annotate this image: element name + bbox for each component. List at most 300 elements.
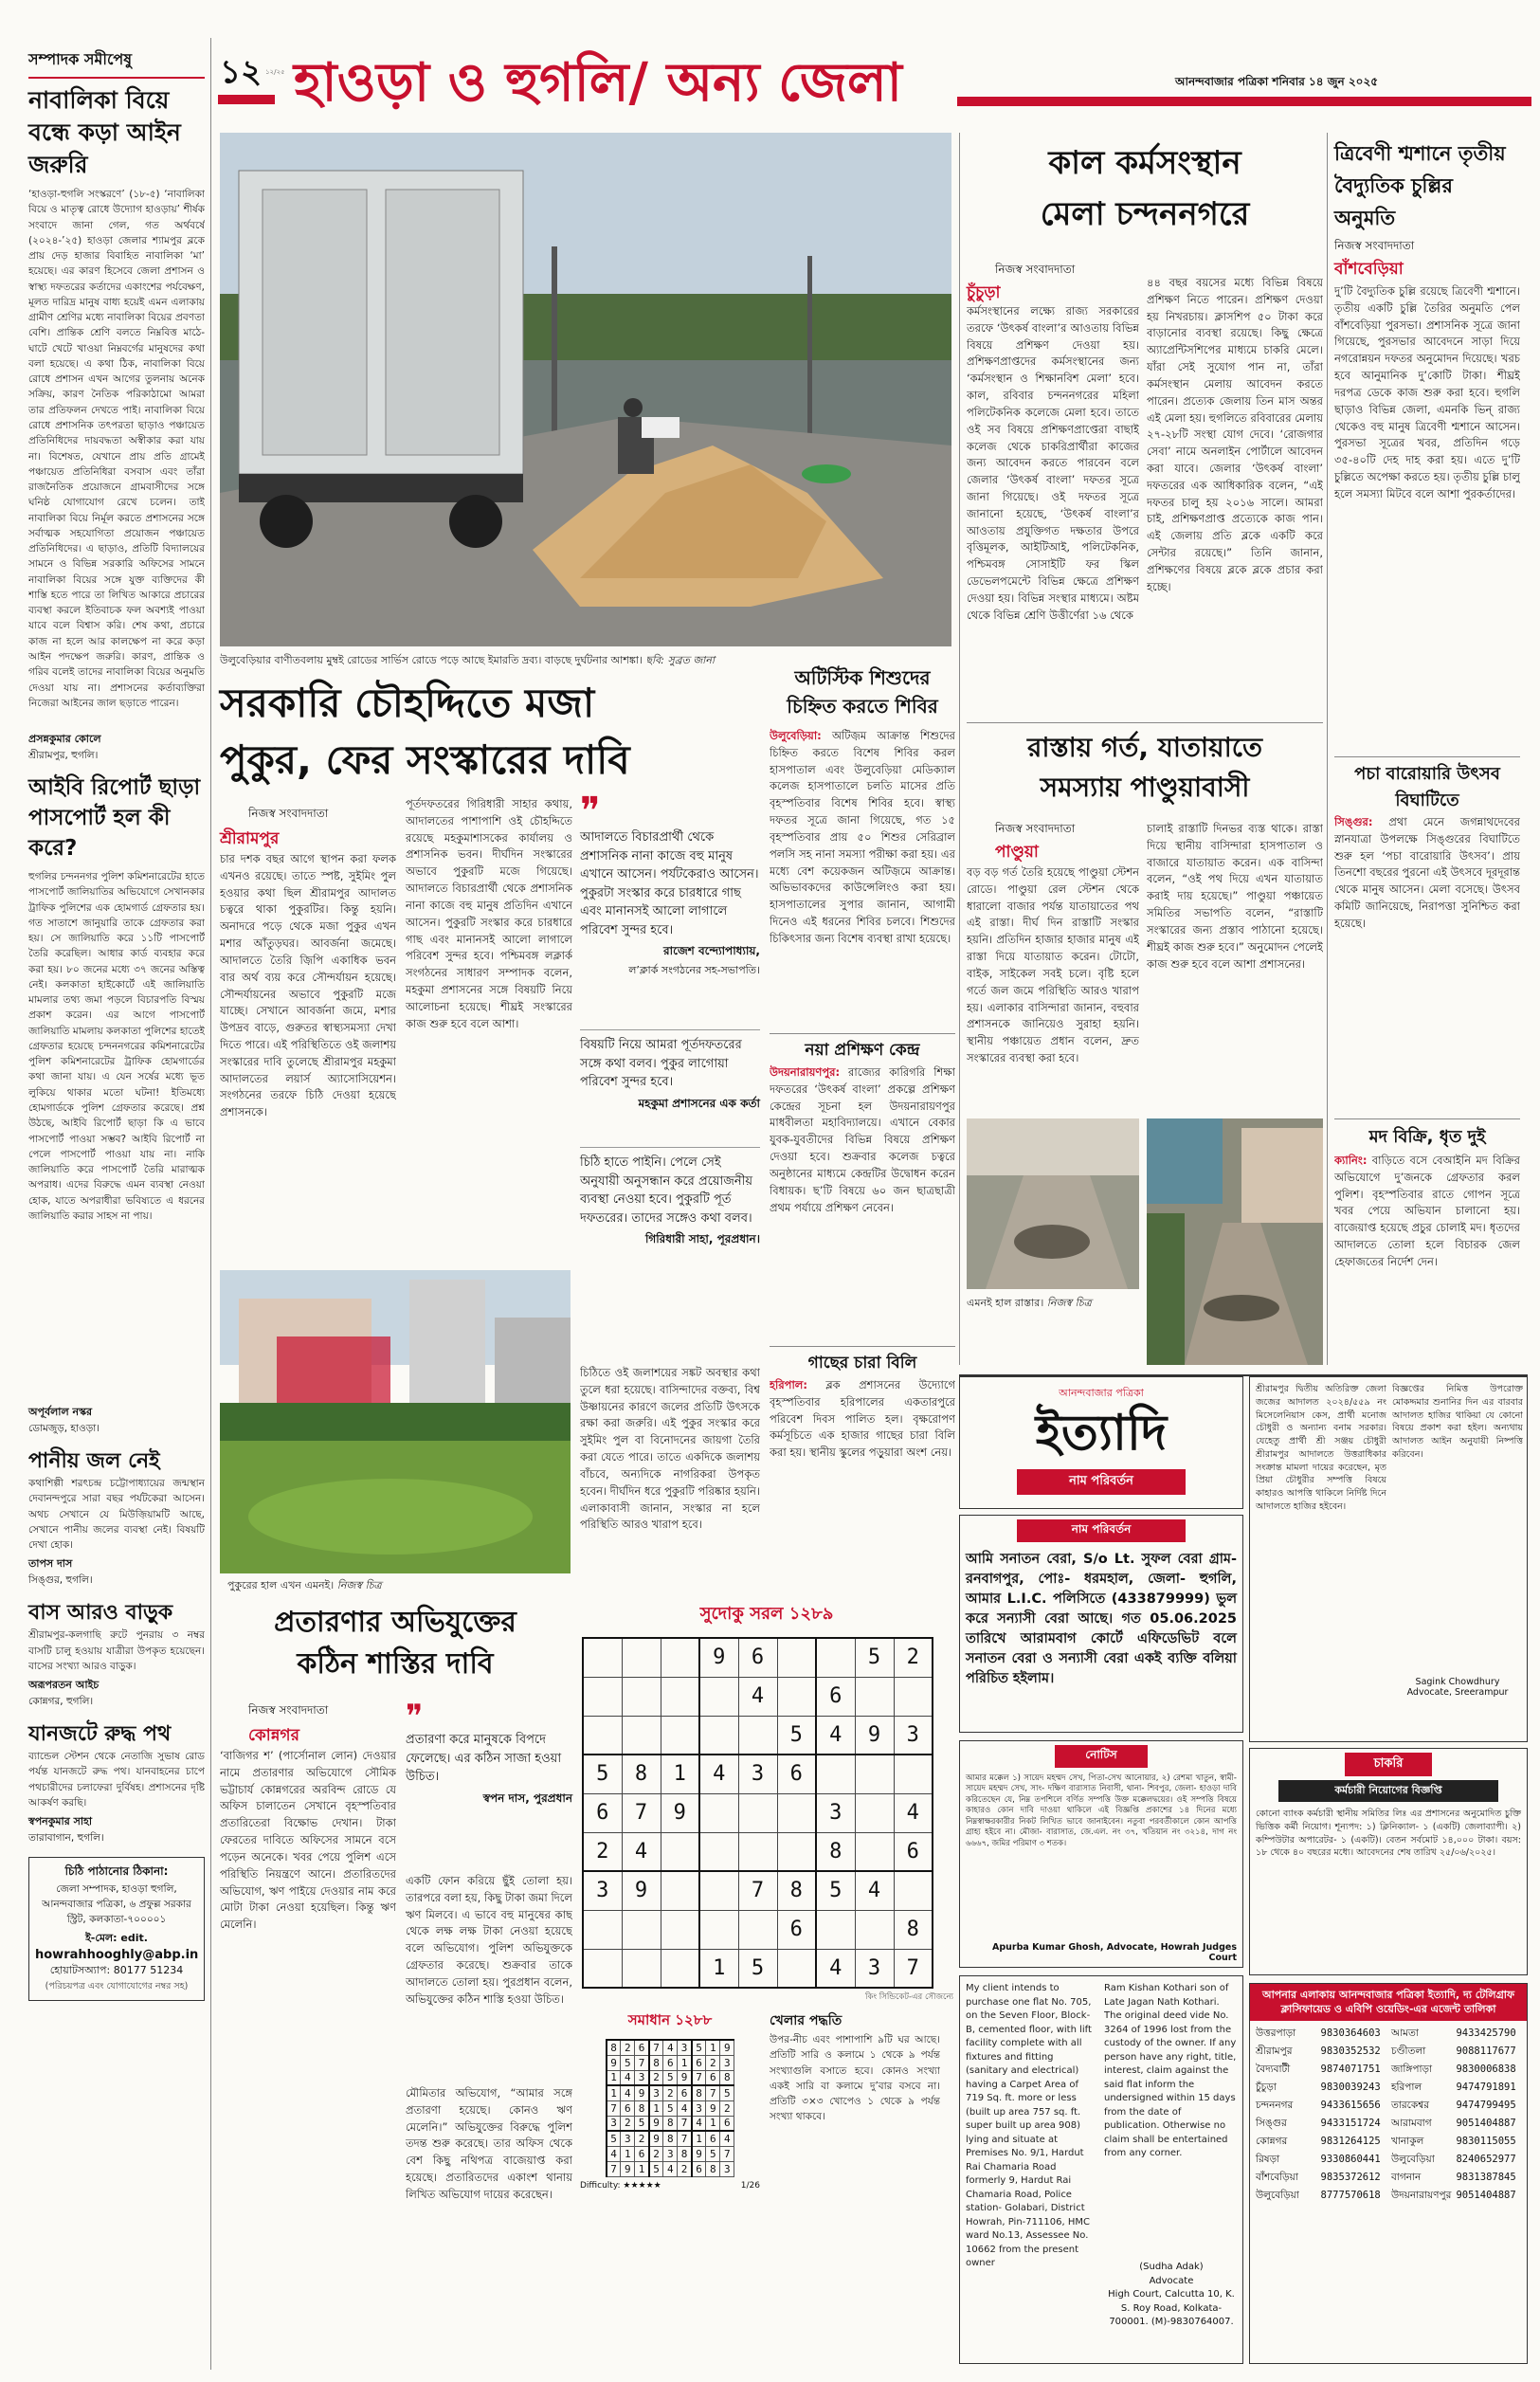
solution-cell: 6 — [635, 2146, 649, 2161]
sudoku-cell[interactable] — [777, 1793, 816, 1832]
solution-cell: 4 — [663, 2040, 678, 2055]
agent-row — [1256, 2097, 1521, 2115]
agent-phone[interactable]: 9433615656 — [1320, 2099, 1381, 2111]
pond-quote-2-block — [580, 1029, 760, 1115]
sudoku-cell[interactable] — [699, 1910, 738, 1949]
agent-phone[interactable]: 9051404887 — [1456, 2189, 1516, 2201]
lead-photo-caption: উলুবেড়িয়ার বাণীতবলায় মুম্বই রোডের সার্ভিস রোডে পড়ে আছে ইমারতি দ্রব্য। বাড়ছে দুর্ঘটনার আশঙ্কা। — [220, 654, 643, 666]
sudoku-cell[interactable]: 1 — [661, 1755, 699, 1793]
sudoku-cell[interactable]: 8 — [777, 1871, 816, 1910]
solution-row — [607, 2070, 734, 2085]
sudoku-title: সুদোকু সরল ১২৮৯ — [699, 1604, 834, 1624]
pond-quote-2-by: মহকুমা প্রশাসনের এক কর্তা — [638, 1096, 760, 1110]
sudoku-cell[interactable]: 9 — [699, 1638, 738, 1677]
solution-cell: 1 — [706, 2040, 720, 2055]
name-change-box-title: নাম পরিবর্তন — [1017, 1519, 1186, 1542]
sudoku-cell[interactable]: 5 — [738, 1949, 777, 1988]
sudoku-cell[interactable] — [855, 1832, 894, 1871]
pothole-photo-2-image — [967, 1118, 1139, 1289]
sudoku-cell[interactable] — [699, 1871, 738, 1910]
tree-story — [770, 1346, 955, 1589]
solution-cell: 3 — [607, 2116, 621, 2131]
solution-cell: 7 — [607, 2100, 621, 2116]
agent-phone[interactable]: 9433425790 — [1456, 2027, 1516, 2039]
agent-phone[interactable]: 9830039243 — [1320, 2081, 1381, 2093]
letter-2-signature: অপূর্বলাল নস্কর — [28, 1406, 93, 1418]
sudoku-cell[interactable] — [894, 1677, 933, 1716]
sudoku-cell[interactable] — [855, 1755, 894, 1793]
sudoku-cell[interactable]: 6 — [738, 1638, 777, 1677]
solution-cell: 1 — [607, 2070, 621, 2085]
address-email[interactable]: howrahhooghly@abp.in — [35, 1948, 199, 1963]
english-sign-addr: High Court, Calcutta 10, K. S. Roy Road, Kolkata-700001. (M)-9830764007. — [1108, 2289, 1235, 2327]
solution-cell: 7 — [706, 2085, 720, 2100]
sudoku-cell[interactable] — [777, 1832, 816, 1871]
agent-area: বৈদ্যবাটী — [1256, 2063, 1291, 2075]
sudoku-rules-title: খেলার পদ্ধতি — [770, 2013, 842, 2028]
solution-cell: 8 — [649, 2055, 663, 2070]
masthead — [0, 28, 1540, 123]
sudoku-cell[interactable] — [661, 1638, 699, 1677]
sudoku-rules — [770, 2009, 940, 2191]
pothole-column-2: চালাই রাস্তাটি দিনভর ব্যস্ত থাকে। রাস্তা দিয়ে স্থানীয় বাসিন্দারা হাসপাতাল ও বাজারে যাতায়াত করেন। এক বাসিন্দা বলেন, “ওই পথ দিয়ে এখন যাতায়াত করাই দায় হয়েছে।” পাণ্ডুয়া পঞ্চায়েত সমিতির সভাপতি বলেন, “রাস্তাটি সংস্কারের জন্য প্রস্তাব পাঠানো হয়েছে। শীঘ্রই কাজ শুরু হবে।” অনুমোদন পেলেই কাজ শুরু হবে বলে আশা প্রশাসনের। — [1147, 822, 1323, 971]
sudoku-cell[interactable] — [661, 1677, 699, 1716]
sudoku-cell[interactable] — [622, 1638, 661, 1677]
sudoku-cell[interactable]: 7 — [738, 1871, 777, 1910]
agent-area: উদয়নারায়ণপুর — [1390, 2189, 1452, 2201]
sudoku-cell[interactable]: 4 — [894, 1793, 933, 1832]
sudoku-cell[interactable] — [738, 1910, 777, 1949]
sudoku-cell[interactable]: 4 — [738, 1677, 777, 1716]
sudoku-cell[interactable] — [583, 1949, 622, 1988]
agent-phone[interactable]: 9330860441 — [1320, 2153, 1381, 2165]
page-tag: ১২/২৫ — [265, 68, 285, 76]
sudoku-cell[interactable] — [622, 1677, 661, 1716]
name-change-box — [959, 1515, 1243, 1733]
solution-cell: 2 — [635, 2131, 649, 2146]
solution-cell: 8 — [706, 2161, 720, 2176]
sudoku-solution-title: সমাধান ১২৮৮ — [627, 2011, 713, 2028]
solution-cell: 9 — [720, 2040, 734, 2055]
solution-cell: 8 — [663, 2131, 678, 2146]
sudoku-cell[interactable] — [816, 1910, 855, 1949]
pond-dateline: শ্রীরামপুর — [220, 829, 280, 848]
agent-phone[interactable]: 9088117677 — [1456, 2045, 1516, 2057]
fair-story — [967, 137, 1323, 240]
truck — [239, 171, 523, 548]
sudoku-cell[interactable] — [699, 1677, 738, 1716]
letter-4-body: শ্রীরামপুর-কলগাছি রুটে পুনরায় ৩ নম্বর বাসটি চালু হওয়ায় যাত্রীরা উপকৃত হয়েছেন। বাসের সংখ্যা আরও বাড়ুক। — [28, 1629, 205, 1672]
sudoku-cell[interactable]: 3 — [894, 1716, 933, 1755]
english-sign-role: Advocate — [1149, 2275, 1194, 2286]
letter-1-signature: প্রসন্নকুমার কোলে — [28, 733, 101, 745]
pond-photo-caption: পুকুরের হাল এখন এমনই। — [227, 1579, 335, 1591]
sudoku-cell[interactable] — [855, 1793, 894, 1832]
sudoku-cell[interactable] — [661, 1910, 699, 1949]
ityadi-section-name-change: নাম পরিবর্তন — [1017, 1469, 1186, 1495]
sudoku-cell[interactable] — [855, 1910, 894, 1949]
sudoku-cell[interactable]: 3 — [816, 1793, 855, 1832]
agent-row — [1256, 2133, 1521, 2151]
sudoku-cell[interactable]: 8 — [816, 1832, 855, 1871]
sudoku-cell[interactable] — [661, 1949, 699, 1988]
pothole-headline-line-2: সমস্যায় পাণ্ডুয়াবাসী — [1040, 772, 1250, 803]
solution-cell: 2 — [649, 2146, 663, 2161]
solution-cell: 1 — [692, 2131, 706, 2146]
sudoku-cell[interactable] — [583, 1677, 622, 1716]
solution-cell: 8 — [635, 2100, 649, 2116]
letter-2-headline: আইবি রিপোর্ট ছাড়া পাসপোর্ট হল কী করে? — [28, 775, 201, 861]
sudoku-cell[interactable]: 6 — [816, 1677, 855, 1716]
solution-cell: 5 — [720, 2085, 734, 2100]
pond-quote-mark-1: ❞ — [580, 790, 601, 833]
solution-cell: 8 — [692, 2085, 706, 2100]
sudoku-cell[interactable]: 3 — [583, 1871, 622, 1910]
agent-phone[interactable]: 9831264125 — [1320, 2135, 1381, 2147]
address-email-label: ই-মেল: edit. — [85, 1932, 148, 1945]
solution-row — [607, 2146, 734, 2161]
solution-cell: 2 — [720, 2100, 734, 2116]
solution-cell: 4 — [621, 2070, 635, 2085]
letter-5-headline: যানজটে রুদ্ধ পথ — [28, 1722, 172, 1747]
agent-area: খানাকুল — [1390, 2135, 1424, 2147]
court-notice-col-2: বিজ্ঞপ্তের নিমিত্ত উপরোক্ত মোকদ্দমার শুনানির দিন এর বারবার আদালত হাজির থাকিয়া যে কোনো বিষয়ে প্রকাশ করা হইল। অন্যথায় আদালত আইন অনুযায়ী নিষ্পত্তি করিবেন। — [1392, 1384, 1523, 1460]
solution-cell: 3 — [663, 2146, 678, 2161]
letter-5-body: ব্যান্ডেল স্টেশন থেকে নেতাজি সুভাষ রোড পর্যন্ত যানজটে রুদ্ধ পথ। যানবাহনের চাপে পথচারীদের চলাফেরা দুর্বিষহ। প্রশাসনের দৃষ্টি আকর্ষণ করছি। — [28, 1751, 205, 1809]
sudoku-cell[interactable] — [777, 1949, 816, 1988]
sudoku-cell[interactable]: 7 — [894, 1949, 933, 1988]
solution-cell: 8 — [607, 2040, 621, 2055]
agent-phone[interactable]: 9830115055 — [1456, 2135, 1516, 2147]
sudoku-row — [583, 1638, 933, 1677]
agent-area: শ্রীরামপুর — [1256, 2045, 1293, 2057]
pothole-photo-2 — [967, 1118, 1139, 1289]
solution-cell: 6 — [720, 2116, 734, 2131]
solution-cell: 1 — [706, 2116, 720, 2131]
solution-cell: 5 — [607, 2131, 621, 2146]
solution-cell: 6 — [706, 2131, 720, 2146]
sudoku-row — [583, 1949, 933, 1988]
agent-row — [1256, 2079, 1521, 2097]
crem-headline: ত্রিবেণী শ্মশানে তৃতীয় বৈদ্যুতিক চুল্লির অনুমতি — [1334, 142, 1506, 229]
sudoku-cell[interactable] — [622, 1716, 661, 1755]
solution-row — [607, 2055, 734, 2070]
sudoku-cell[interactable] — [699, 1716, 738, 1755]
sudoku-cell[interactable] — [894, 1755, 933, 1793]
durga-body: প্রথা মেনে জগন্নাথদেবের স্নানযাত্রা উপলক্ষে সিঙ্গুরের বিঘাটিতে শুরু হল ‘পচা বারোয়ারি উৎসব’। প্রায় তিনশো বছরের পুরনো এই উৎসবে দূরদূরান্ত থেকে মানুষ আসেন। মেলা বসেছে। উৎসব কমিটি জানিয়েছে, নিরাপত্তা সুনিশ্চিত করা হয়েছে। — [1334, 815, 1520, 930]
solution-cell: 6 — [663, 2055, 678, 2070]
solution-row — [607, 2131, 734, 2146]
solution-cell: 3 — [649, 2085, 663, 2100]
tree-headline: গাছের চারা বিলি — [770, 1346, 955, 1377]
agent-area: আরামবাগ — [1390, 2117, 1432, 2129]
solution-row — [607, 2085, 734, 2100]
solution-cell: 6 — [635, 2040, 649, 2055]
name-change-box-body: আমি সনাতন বেরা, S/o Lt. সুফল বেরা গ্রাম- রনবাগপুর, পোঃ- ধরমহাল, জেলা- হুগলি, আমার L.I.C. পলিসিতে (433879999) ভুল করে সন্যাসী বেরা আছে। গত 05.06.2025 তারিখে আরামবাগ কোর্টে এফিডেভিট বলে সনাতন বেরা ও সন্যাসী বেরা একই ব্যক্তি বলিয়া পরিচিত হইলাম। — [966, 1552, 1237, 1687]
agent-row — [1256, 2187, 1521, 2205]
sudoku-cell[interactable] — [583, 1638, 622, 1677]
pond-photo-credit: নিজস্ব চিত্র — [336, 1579, 382, 1591]
sudoku-rules-body: উপর-নীচ এবং পাশাপাশি ৯টি ঘর আছে। প্রতিটি সারি ও কলামে ১ থেকে ৯ পর্যন্ত সংখ্যাগুলি বসাতে হবে। কোনও সংখ্যা একই সারি বা কলামে দু’বার বসবে না। প্রতিটি ৩×৩ খোপেও ১ থেকে ৯ পর্যন্ত সংখ্যা থাকবে। — [770, 2034, 940, 2123]
sudoku-cell[interactable] — [738, 1832, 777, 1871]
solution-cell: 5 — [692, 2040, 706, 2055]
crem-body: দু’টি বৈদ্যুতিক চুল্লি রয়েছে ত্রিবেণী শ্মশানে। তৃতীয় একটি চুল্লি তৈরির অনুমতি পেল বাঁশবেড়িয়া পুরসভা। প্রশাসনিক সূত্রে জানা গিয়েছে, পুরসভার আবেদনে সাড়া দিয়ে নগরোন্নয়ন দফতর অনুমোদন দিয়েছে। খরচ হবে আনুমানিক দু’কোটি টাকা। শীঘ্রই দরপত্র ডেকে কাজ শুরু করা হবে। হুগলি ছাড়াও বিভিন্ন জেলা, এমনকি ভিন্ রাজ্য থেকেও বহু মানুষ ত্রিবেণী শ্মশানে আসেন। পুরসভা সূত্রের খবর, প্রতিদিন গড়ে ৩৫-৪০টি দেহ দাহ করা হয়। এতে দু’টি চুল্লিতে অপেক্ষা করতে হয়। তৃতীয় চুল্লি চালু হলে সমস্যা মিটবে বলে আশা পুরকর্তাদের। — [1334, 284, 1520, 500]
agent-area: আমতা — [1390, 2027, 1419, 2039]
solution-row — [607, 2161, 734, 2176]
solution-row — [607, 2100, 734, 2116]
sudoku-cell[interactable]: 7 — [622, 1793, 661, 1832]
solution-cell: 9 — [649, 2131, 663, 2146]
agent-phone[interactable]: 8777570618 — [1320, 2189, 1381, 2201]
sudoku-cell[interactable] — [699, 1793, 738, 1832]
masthead-left-bar — [218, 95, 275, 104]
address-whatsapp: হোয়াটসঅ্যাপ: 80177 51234 — [49, 1964, 184, 1977]
jobs-box — [1249, 1748, 1528, 1975]
agent-area: চণ্ডীতলা — [1390, 2045, 1426, 2057]
sudoku-cell[interactable]: 6 — [583, 1793, 622, 1832]
address-title: চিঠি পাঠানোর ঠিকানা: — [64, 1864, 169, 1879]
sudoku-cell[interactable] — [816, 1638, 855, 1677]
ityadi-kicker: আনন্দবাজার পত্রিকা — [1059, 1387, 1144, 1399]
address-body: জেলা সম্পাদক, হাওড়া হুগলি, আনন্দবাজার পত্রিকা, ৬ প্রফুল্ল সরকার স্ট্রিট, কলকাতা-৭০০০০১ — [42, 1883, 191, 1925]
sudoku-cell[interactable]: 5 — [855, 1638, 894, 1677]
sudoku-cell[interactable] — [777, 1677, 816, 1716]
autism-body: অটিজ়ম আক্রান্ত শিশুদের চিহ্নিত করতে বিশেষ শিবির করল হাসপাতাল এবং উলুবেড়িয়া মেডিক্যাল কলেজ হাসপাতালে চলতি মাসের প্রতি বৃহস্পতিবার বিশেষ শিবির হবে। স্বাস্থ্য দফতর সূত্রে জানা গিয়েছে, গত ১৫ বৃহস্পতিবার প্রায় ৫০ শিশুর সেরিব্রাল পলসি সহ নানা সমস্যা পরীক্ষা করা হয়। এর মধ্যে বেশ কয়েকজন অটিজ়মে আক্রান্ত। অভিভাবকদের কাউন্সেলিংও করা হয়। হাসপাতালের সুপার জানান, আগামী দিনেও এই ধরনের শিবির চলবে। শিশুদের চিকিৎসার জন্য বিশেষ ব্যবস্থা রাখা হয়েছে। — [770, 729, 955, 945]
sudoku-cell[interactable]: 6 — [777, 1755, 816, 1793]
solution-cell: 5 — [706, 2146, 720, 2161]
solution-cell: 3 — [720, 2055, 734, 2070]
sudoku-cell[interactable] — [816, 1755, 855, 1793]
agent-area: উলুবেড়িয়া — [1390, 2153, 1435, 2165]
letter-3-place: সিঙ্গুর, হুগলি। — [28, 1574, 93, 1587]
agent-phone[interactable]: 9831387845 — [1456, 2171, 1516, 2183]
ityadi-panel — [959, 1374, 1528, 2370]
crem-dateline: বাঁশবেড়িয়া — [1334, 260, 1404, 279]
solution-cell: 2 — [649, 2070, 663, 2085]
pond-quote-3: চিঠি হাতে পাইনি। পেলে সেই অনুযায়ী অনুসন্ধান করে প্রয়োজনীয় ব্যবস্থা নেওয়া হবে। পুকুরটি পূর্ত দফতরের। তাদের সঙ্গেও কথা বলব। — [580, 1155, 753, 1226]
agent-area: বাগনান — [1390, 2171, 1422, 2183]
agents-list — [1250, 2021, 1527, 2209]
lead-photo — [220, 133, 951, 646]
sudoku-cell[interactable]: 6 — [894, 1832, 933, 1871]
court-notice-sign: Sagink Chowdhury Advocate, Sreerampur — [1406, 1677, 1509, 1698]
solution-cell: 2 — [621, 2116, 635, 2131]
sudoku-footer-note: কিং সিন্ডিকেট-এর সৌজন্যে — [865, 1992, 953, 2002]
sudoku-cell[interactable]: 3 — [738, 1755, 777, 1793]
sudoku-cell[interactable] — [699, 1832, 738, 1871]
jobs-subtitle: কর্মচারী নিয়োগের বিজ্ঞপ্তি — [1278, 1780, 1498, 1802]
fair-column-2: ৪৪ বছর বয়সের মধ্যে বিভিন্ন বিষয়ে প্রশিক্ষণ নিতে পারেন। প্রশিক্ষণ দেওয়া হয় নিখরচায়। ক্লাসশিপ ৫০ টাকা করে বাড়ানোর ব্যবস্থা রয়েছে। কিছু ক্ষেত্রে অ্যাপ্রেন্টিসশিপের মাধ্যমে চাকরি মেলে। যাঁরা সেই সুযোগ পান না, তাঁরা কর্মসংস্থান মেলায় আবেদন করতে পারেন। প্রত্যেক জেলায় তিন মাস অন্তর এই মেলা হয়। হুগলিতে রবিবারের মেলায় ২৭-২৮টি সংস্থা যোগ দেবে। ‘রোজগার সেবা’ নামে অনলাইন পোর্টালে আবেদন করা যাবে। জেলার ‘উৎকর্ষ বাংলা’ দফতরের এক আধিকারিক বলেন, “এই দফতর চালু হয় ২০১৬ সালে। আমরা চাই, প্রশিক্ষণপ্রাপ্ত প্রত্যেকে কাজ পান। এই জেলায় প্রতি ব্লকে একটি করে সেন্টার রয়েছে।” তিনি জানান, প্রশিক্ষণের বিষয়ে ব্লকে ব্লকে প্রচার করা হচ্ছে। — [1147, 276, 1323, 593]
training-headline: নয়া প্রশিক্ষণ কেন্দ্র — [770, 1033, 955, 1064]
sudoku-row — [583, 1755, 933, 1793]
letter-1-body: ‘হাওড়া-হুগলি সংস্করণে’ (১৮-৫) ‘নাবালিকা বিয়ে ও মাতৃত্ব রোধে উদ্যোগ হাওড়ায়’ শীর্ষক সংবাদে জানা গেল, গত অর্থবর্ষে (২০২৪-’২৫) হাওড়া জেলার শ্যামপুর ব্লকে প্রায় দেড় হাজার বিবাহিত নাবালিকা ‘মা’ হয়েছে। এর কারণ হিসেবে জেলা প্রশাসন ও স্বাস্থ্য দফতরের কর্তাদের একাংশের পর্যবেক্ষণ, মূলত দারিদ্র মানুষ বাধ্য হয়েই এমন এলাকায় গ্রামীণ শ্রেণির মধ্যে নাবালিকা বিয়ের প্রবণতা বেশি। প্রান্তিক শ্রেণি বলতে নিম্নবিত্ত মাঠে-ঘাটে খেটে খাওয়া নিম্নবর্গের মানুষদের কথা বলা হয়েছে। এ কথা ঠিক, নাবালিকা বিয়ে রোধে প্রশাসন এখন আগের তুলনায় অনেক সক্রিয়, কারণ নৈতিক পরিকাঠামো আমরা তার প্রতিফলন দেখতে পাই। নাবালিকা বিয়ে রোধে প্রশাসনিক তৎপরতা ছাড়াও পঞ্চায়েত প্রতিনিধিদের দায়বদ্ধতা অস্বীকার করা যায় না। বিশেষত, যেখানে প্রায় প্রতি গ্রামেই পঞ্চায়েত প্রতিনিধিরা বসবাস এবং তাঁরা রাজনৈতিক প্রয়োজনে গ্রামবাসীদের সঙ্গে ঘনিষ্ঠ যোগাযোগ রেখে চলেন। তাই নাবালিকা বিয়ে নির্মূল করতে প্রশাসনের সঙ্গে সর্বাত্মক সহযোগিতা প্রয়োজন পঞ্চায়েত প্রতিনিধিদের। এ ছাড়াও, প্রতিটি বিদ্যালয়ের সামনে ও বিভিন্ন সরকারি অফিসের সামনে নাবালিকা বিয়ের সঙ্গে যুক্ত ব্যক্তিদের কী শাস্তি হতে পারে তা লিখিত আকারে প্রচারের ব্যবস্থা করলে ইতিবাচক ফল অবশ্যই পাওয়া যাবে বলে বিশ্বাস করি। শেষ কথা, প্রচারে কাজ না হলে আর কালক্ষেপ না করে কড়া আইন পদক্ষেপ জরুরি। কারণ, প্রান্তিক ও গরিব বলেই তাদের নাবালিকা বিয়ের অনুমতি দেওয়া যায় না। প্রশাসনের কর্তাব্যক্তিরা নিজেরা আইনের জাল ছড়াতে পারেন। — [28, 189, 205, 709]
jobs-title: চাকরি — [1345, 1753, 1432, 1776]
solution-cell: 6 — [621, 2100, 635, 2116]
solution-cell: 1 — [678, 2055, 692, 2070]
solution-cell: 2 — [678, 2161, 692, 2176]
solution-row — [607, 2040, 734, 2055]
agent-area: সিঙ্গুর — [1256, 2117, 1287, 2129]
solution-cell: 8 — [720, 2070, 734, 2085]
letter-2-place: ডোমজুড়, হাওড়া। — [28, 1423, 100, 1434]
sudoku-cell[interactable]: 1 — [699, 1949, 738, 1988]
agent-row — [1256, 2025, 1521, 2043]
agent-area: জাঙ্গিপাড়া — [1390, 2063, 1433, 2075]
sudoku-solution-grid — [606, 2039, 735, 2177]
solution-cell: 3 — [621, 2131, 635, 2146]
crem-byline: নিজস্ব সংবাদদাতা — [1334, 239, 1415, 252]
english-notice-box — [959, 1975, 1243, 2364]
sudoku-cell[interactable]: 5 — [777, 1716, 816, 1755]
sudoku-row — [583, 1716, 933, 1755]
sudoku-cell[interactable] — [661, 1716, 699, 1755]
letter-1-place: শ্রীরামপুর, হুগলি। — [28, 750, 99, 761]
solution-cell: 2 — [621, 2040, 635, 2055]
solution-cell: 4 — [663, 2161, 678, 2176]
sudoku-cell[interactable]: 3 — [855, 1949, 894, 1988]
sudoku-cell[interactable] — [661, 1871, 699, 1910]
page-number: ১২ — [220, 53, 263, 91]
sudoku-cell[interactable]: 8 — [894, 1910, 933, 1949]
pond-column-3: চিঠিতে ওই জলাশয়ের সঙ্কট অবস্থার কথা তুলে ধরা হয়েছে। বাসিন্দাদের বক্তব্য, বিশ্ব উষ্ণায়নের কারণে জলের প্রতিটি উৎসকে রক্ষা করা জরুরি। এই পুকুর সংস্কার করে সুইমিং পুল বা বিনোদনের জায়গা তৈরি করা যেতে পারে। তাতে একদিকে জলাশয় বাঁচবে, অন্যদিকে নাগরিকরা উপকৃত হবেন। দীর্ঘদিন ধরে পুকুরটি পরিষ্কার হয়নি। এলাকাবাসী জানান, সংস্কার না হলে পরিস্থিতি আরও খারাপ হবে। — [580, 1366, 760, 1532]
sudoku-cell[interactable]: 9 — [622, 1871, 661, 1910]
sudoku-cell[interactable] — [661, 1832, 699, 1871]
durga-story — [1334, 756, 1520, 1032]
agent-phone[interactable]: 8240652977 — [1456, 2153, 1516, 2165]
training-story — [770, 1033, 955, 1216]
pond-headline-line-1: সরকারি চৌহদ্দিতে মজা — [220, 680, 595, 726]
solution-cell: 7 — [692, 2070, 706, 2085]
sudoku-cell[interactable]: 4 — [816, 1716, 855, 1755]
sudoku-cell[interactable] — [583, 1910, 622, 1949]
sudoku-grid — [582, 1637, 933, 1989]
sudoku-cell[interactable] — [738, 1716, 777, 1755]
sudoku-meta — [580, 2181, 760, 2191]
address-note: (পরিচয়পত্র এবং যোগাযোগের নম্বর সহ) — [45, 1981, 189, 1992]
solution-cell: 5 — [663, 2100, 678, 2116]
pothole-photo-credit: নিজস্ব চিত্র — [1046, 1297, 1092, 1309]
solution-cell: 3 — [678, 2040, 692, 2055]
english-notice-sign — [1104, 2261, 1239, 2330]
agent-row — [1256, 2115, 1521, 2133]
solution-cell: 4 — [720, 2131, 734, 2146]
sudoku-cell[interactable] — [777, 1638, 816, 1677]
letter-1-headline: নাবালিকা বিয়ে বন্ধে কড়া আইন জরুরি — [28, 86, 181, 178]
sudoku-cell[interactable]: 4 — [816, 1949, 855, 1988]
pothole-photo — [1147, 1118, 1323, 1365]
solution-cell: 9 — [706, 2100, 720, 2116]
jobs-body: কোনো ব্যাংক কর্মচারী স্থানীয় সমিতির লিঃ এর প্রশাসনের অনুমোদিত চুক্তি ভিত্তিক কর্মী নিয়োগ। শূন্যপদ: ১) ক্লিনিক্যাল- ১ (একটি) জেলাব্যাপী। ২) কম্পিউটার অপারেটর- ১ (একটি)। বেতন সর্বমোট ১৪,০০০ টাকা। বয়স: ১৮ থেকে ৪০ বছরের মধ্যে। আবেদনের শেষ তারিখ ২৫/০৬/২০২৫। — [1256, 1809, 1521, 1859]
agent-phone[interactable]: 9874071751 — [1320, 2063, 1381, 2075]
solution-cell: 1 — [621, 2146, 635, 2161]
agent-phone[interactable]: 9433151724 — [1320, 2117, 1381, 2129]
sudoku-cell[interactable]: 9 — [855, 1716, 894, 1755]
pond-photo-image — [220, 1270, 571, 1573]
letter-5-signature: স্বপনকুমার সাহা — [28, 1815, 93, 1828]
masthead-right-bar — [957, 97, 1531, 106]
fraud-headline-line-1: প্রতারণার অভিযুক্তের — [274, 1606, 516, 1639]
solution-cell: 8 — [663, 2116, 678, 2131]
pond-photo — [220, 1270, 571, 1573]
sudoku-cell[interactable]: 5 — [583, 1755, 622, 1793]
durga-headline: পচা বারোয়ারি উৎসব বিঘাটিতে — [1334, 756, 1520, 814]
fair-headline-line-2: মেলা চন্দননগরে — [1040, 195, 1250, 233]
agent-phone[interactable]: 9830006838 — [1456, 2063, 1516, 2075]
sudoku-panel — [580, 1600, 953, 2358]
letter-4-place: কোন্নগর, হুগলি। — [28, 1696, 94, 1708]
agent-phone[interactable]: 9835372612 — [1320, 2171, 1381, 2183]
tree-dateline: হরিপাল: — [770, 1378, 807, 1391]
sudoku-cell[interactable] — [894, 1871, 933, 1910]
sudoku-cell[interactable]: 8 — [622, 1755, 661, 1793]
pond-photo-caption-row — [227, 1577, 569, 1595]
solution-cell: 1 — [635, 2161, 649, 2176]
sudoku-cell[interactable]: 6 — [777, 1910, 816, 1949]
ityadi-title: ইত্যাদি — [1035, 1405, 1168, 1462]
sudoku-cell[interactable] — [622, 1949, 661, 1988]
solution-cell: 1 — [649, 2100, 663, 2116]
letter-5-place: তারাবাগান, হুগলি। — [28, 1832, 104, 1845]
sudoku-row — [583, 1871, 933, 1910]
agent-phone[interactable]: 9830364603 — [1320, 2027, 1381, 2039]
pond-column-1: চার দশক বছর আগে স্থাপন করা ফলক এখনও রয়েছে। তাতে স্পষ্ট, সুইমিং পুল হওয়ার কথা ছিল শ্রীরামপুর আদালত চত্বরে থাকা পুকুরটির। কিন্তু হয়নি। অনাদরে পড়ে থেকে মজা পুকুর এখন মশার আঁতুড়ঘর। আবর্জনা জমেছে। আদালতে তৈরি জ়িপি একাধিক ভবন বার অর্থ ব্যয় করে সৌন্দর্যায়ন হয়েছে। সৌন্দর্যায়নের অভাবে পুকুরটি মজে যাচ্ছে। সেখানে আবর্জনা জমে, মশার উপদ্রব বাড়ে, গুরুতর স্বাস্থ্যসমস্যা দেখা দিতে পারে। এই পরিস্থিতিতে ওই জলাশয় সংস্কারের দাবি তুলেছে শ্রীরামপুর মহকুমা আদালতের লয়ার্স অ্যাসোসিয়েশন। সংগঠনের তরফে চিঠি দেওয়া হয়েছে প্রশাসনকে। — [220, 852, 396, 1119]
notice-box — [959, 1740, 1243, 1968]
solution-cell: 5 — [635, 2116, 649, 2131]
sudoku-cell[interactable]: 4 — [699, 1755, 738, 1793]
sudoku-cell[interactable] — [583, 1716, 622, 1755]
sudoku-cell[interactable]: 5 — [816, 1871, 855, 1910]
english-sign-name: (Sudha Adak) — [1139, 2262, 1204, 2272]
agent-phone[interactable]: 9051404887 — [1456, 2117, 1516, 2129]
agent-area: বাঁশবেড়িয়া — [1256, 2171, 1298, 2183]
sudoku-cell[interactable] — [855, 1677, 894, 1716]
fraud-quote-block — [406, 1698, 572, 1809]
agent-phone[interactable]: 9474799495 — [1456, 2099, 1516, 2111]
section-title: হাওড়া ও হুগলি/ অন্য জেলা — [294, 52, 902, 114]
sudoku-cell[interactable]: 2 — [583, 1832, 622, 1871]
fraud-dateline: কোন্নগর — [248, 1726, 299, 1745]
solution-cell: 9 — [607, 2055, 621, 2070]
sudoku-cell[interactable] — [738, 1793, 777, 1832]
solution-cell: 7 — [720, 2146, 734, 2161]
solution-cell: 4 — [607, 2146, 621, 2161]
agent-phone[interactable]: 9830352532 — [1320, 2045, 1381, 2057]
agent-area: উলুবেড়িয়া — [1256, 2189, 1299, 2201]
fair-byline: নিজস্ব সংবাদদাতা — [995, 263, 1076, 276]
letters-column-title: সম্পাদক সমীপেষু — [28, 47, 205, 79]
pothole-photo-caption: এমনই হাল রাস্তার। — [967, 1297, 1044, 1309]
fraud-quote-by: স্বপন দাস, পুরপ্রধান — [482, 1791, 572, 1805]
sudoku-row — [583, 1793, 933, 1832]
sudoku-cell[interactable] — [622, 1910, 661, 1949]
sudoku-cell[interactable]: 2 — [894, 1638, 933, 1677]
sudoku-cell[interactable]: 9 — [661, 1793, 699, 1832]
solution-cell: 6 — [706, 2070, 720, 2085]
agent-phone[interactable]: 9474791891 — [1456, 2081, 1516, 2093]
pond-quote-1-by: রাজেশ বন্দ্যোপাধ্যায়, — [663, 944, 760, 957]
fraud-byline: নিজস্ব সংবাদদাতা — [248, 1703, 329, 1717]
sudoku-cell[interactable]: 4 — [855, 1871, 894, 1910]
agent-area: চুঁচুড়া — [1256, 2081, 1277, 2093]
agent-area: চন্দননগর — [1256, 2099, 1294, 2111]
notice-body: আমার মক্কেল ১) সায়েদ মহম্মদ সেখ, পিতা-সেখ আনোয়ার, ২) রেশমা খাতুন, স্বামী- সায়েদ মহম্মদ সেখ, সাং- দক্ষিণ বারাসাত নিবাসী, থানা- শিবপুর, জেলা- হাওড়া দাবি করিতেছেন যে, নিম্ন তপশিলে বর্ণিত সম্পত্তি উক্ত মক্কেলদ্বয়ের। ওই সম্পত্তি বিষয়ে কাহারও কোন দাবি দাওয়া থাকিলে এই বিজ্ঞপ্তি প্রকাশের ১৪ দিনের মধ্যে নিম্নস্বাক্ষরকারীর নিকট লিখিত ভাবে জানাইবেন। নতুবা পরবর্তীকালে কোন আপত্তি গ্রাহ্য হইবে না। মৌজা- বারাসাত, জে.এল. নং ৩৭, খতিয়ান নং ৩২১৪, দাগ নং ৬৬৬৭, জমির পরিমাণ ৩ শতক। — [966, 1773, 1237, 1848]
sudoku-cell[interactable]: 4 — [622, 1832, 661, 1871]
solution-cell: 3 — [692, 2100, 706, 2116]
autism-body-wrap — [770, 728, 955, 948]
training-dateline: উদয়নারায়ণপুর: — [770, 1065, 841, 1079]
letter-4-headline: বাস আরও বাড়ুক — [28, 1601, 173, 1626]
solution-cell: 5 — [663, 2070, 678, 2085]
